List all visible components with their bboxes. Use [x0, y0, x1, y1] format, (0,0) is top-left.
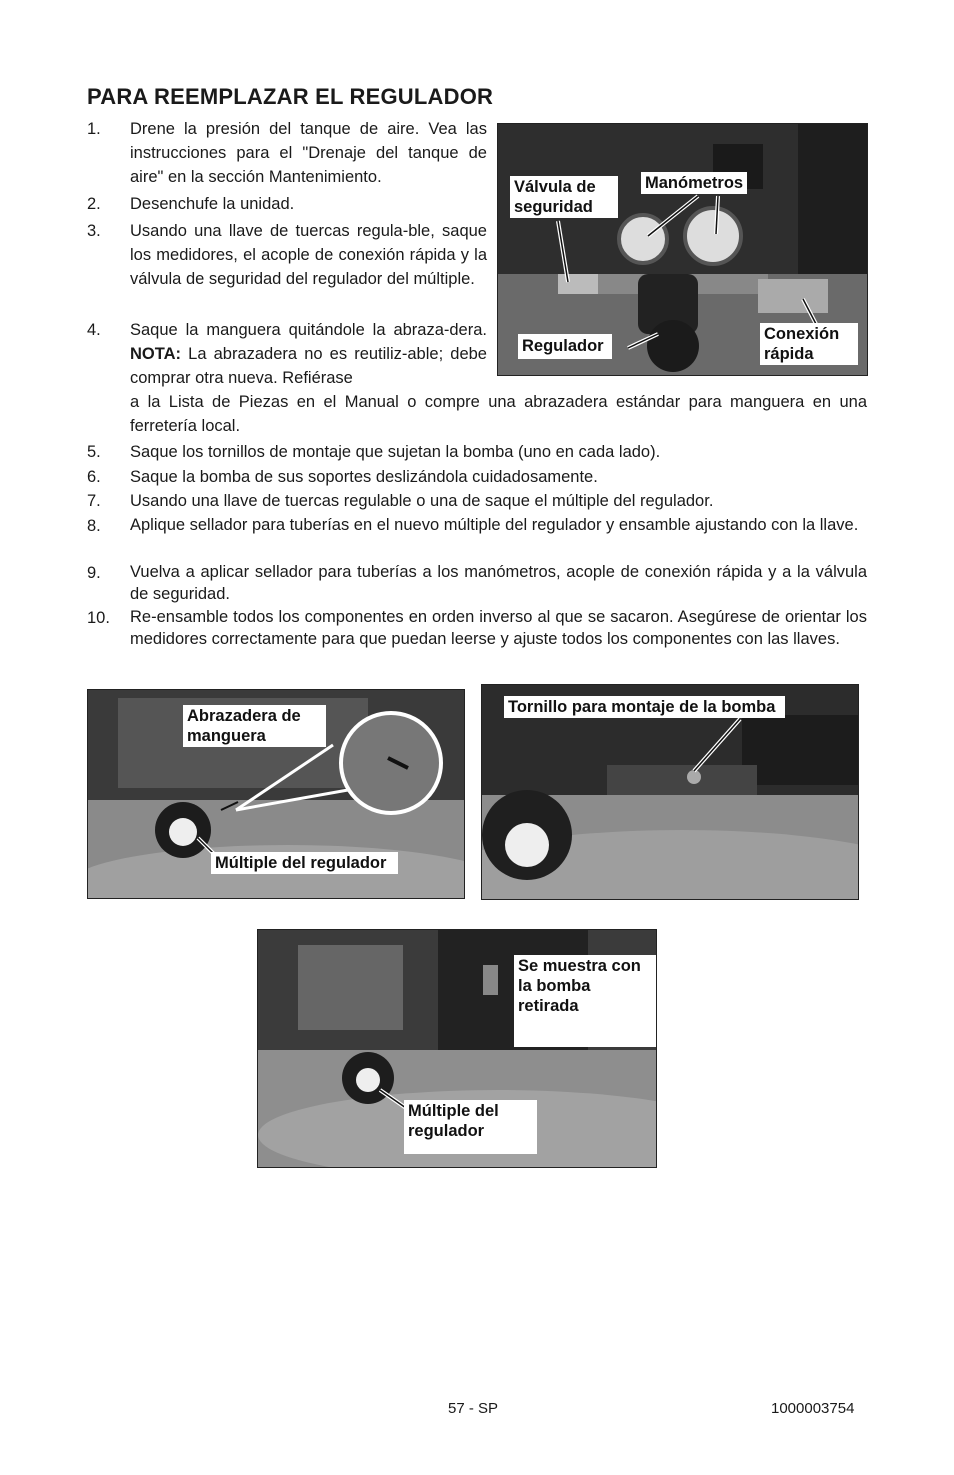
page-number: 57 - SP: [448, 1400, 499, 1417]
step-number: 5.: [87, 443, 101, 461]
step-number: 8.: [87, 517, 101, 535]
step-text: Re-ensamble todos los componentes en orden inverso al que se sacaron. Asegúrese de orientar los medidores correctamente para que puedan leerse y ajuste todos los componentes con las llaves.: [130, 608, 867, 648]
step-number: 9.: [87, 564, 101, 582]
step-1: [87, 117, 487, 189]
step-4-continuation: a la Lista de Piezas en el Manual o compre una abrazadera estándar para manguera en una ferretería local.: [130, 393, 867, 435]
regulator-assembly-photo: [497, 123, 868, 376]
step-number: 7.: [87, 492, 101, 510]
step-text: Saque la bomba de sus soportes deslizándola cuidadosamente.: [130, 468, 598, 486]
hose-clamp-label: Abrazadera de manguera: [183, 705, 326, 747]
pump-removed-photo: [257, 929, 657, 1168]
mounting-screw-label: Tornillo para montaje de la bomba: [504, 696, 785, 718]
regulator-manifold-label: Múltiple del regulador: [211, 852, 398, 874]
step-number: 4.: [87, 321, 101, 339]
step-number: 6.: [87, 468, 101, 486]
step-3: [87, 219, 487, 315]
hose-clamp-photo: [87, 689, 465, 899]
step-number: 2.: [87, 195, 101, 213]
note-label: NOTA:: [130, 345, 182, 363]
pump-mounting-screw-photo: [481, 684, 859, 900]
step-8: [87, 514, 867, 560]
step-number: 10.: [87, 609, 110, 627]
step-7: [87, 489, 867, 513]
step-9: [87, 561, 867, 607]
step-text: [130, 318, 487, 390]
quick-coupler-label: Conexión rápida: [760, 323, 858, 365]
step-text: Aplique sellador para tuberías en el nuevo múltiple del regulador y ensamble ajustando con la llave.: [130, 516, 859, 534]
safety-valve-label: Válvula de seguridad: [510, 176, 618, 218]
regulator-label: Regulador: [518, 334, 612, 359]
step-5: [87, 440, 867, 464]
step-text: Usando una llave de tuercas regula-ble, saque los medidores, el acople de conexión rápida y la válvula de seguridad del regulador del múltiple.: [130, 222, 487, 288]
pump-removed-label: Se muestra con la bomba retirada: [514, 955, 657, 1047]
step-text: Drene la presión del tanque de aire. Vea las instrucciones para el "Drenaje del tanque de aire" en la sección Mantenimiento.: [130, 120, 487, 186]
step-number: 3.: [87, 222, 101, 240]
step-6: [87, 465, 867, 489]
step-2: [87, 192, 487, 216]
step-4-text-a: Saque la manguera quitándole la abraza-dera.: [130, 321, 487, 339]
gauges-label: Manómetros: [641, 172, 747, 194]
step-4-text-b: La abrazadera no es reutiliz-able; debe comprar otra nueva. Refiérase: [130, 345, 487, 387]
page-title: PARA REEMPLAZAR EL REGULADOR: [87, 84, 494, 109]
regulator-manifold-label: Múltiple del regulador: [404, 1100, 537, 1154]
step-text: Vuelva a aplicar sellador para tuberías a los manómetros, acople de conexión rápida y a la válvula de seguridad.: [130, 563, 867, 603]
step-text: Usando una llave de tuercas regulable o una de saque el múltiple del regulador.: [130, 492, 714, 510]
step-text: Saque los tornillos de montaje que sujetan la bomba (uno en cada lado).: [130, 443, 661, 461]
step-number: 1.: [87, 120, 101, 138]
step-10: [87, 606, 867, 674]
document-number: 1000003754: [771, 1400, 855, 1417]
step-text: Desenchufe la unidad.: [130, 195, 295, 213]
